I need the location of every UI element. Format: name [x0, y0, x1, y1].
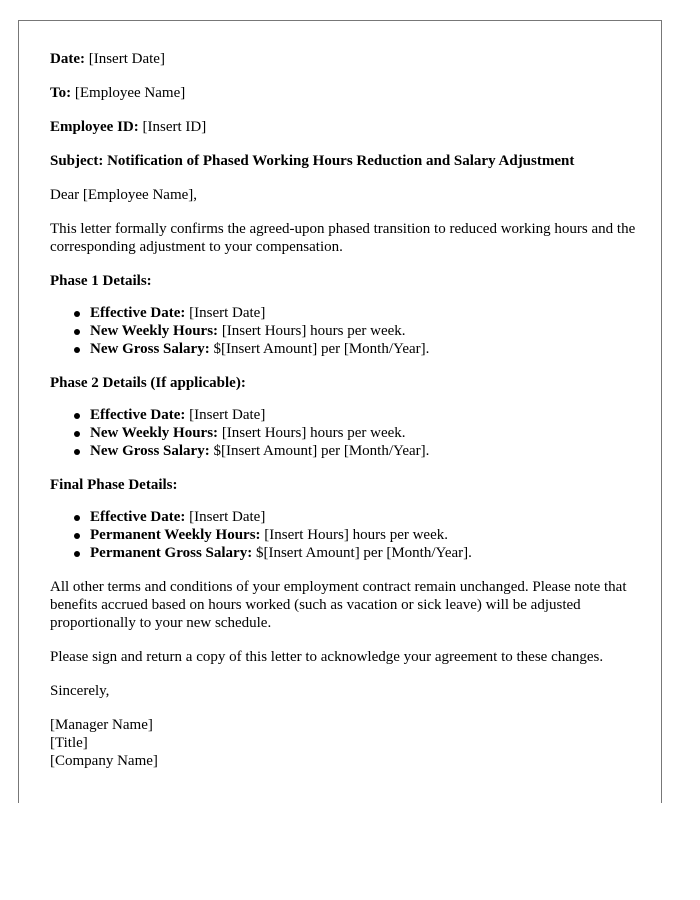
- item-value: [Insert Date]: [185, 305, 266, 321]
- item-value: [Insert Date]: [185, 407, 266, 423]
- item-label: Effective Date:: [90, 509, 186, 525]
- date-label: Date:: [50, 51, 85, 67]
- list-item: [90, 322, 640, 340]
- phase-1-heading: Phase 1 Details:: [50, 273, 152, 289]
- item-value: [Insert Hours] hours per week.: [260, 527, 448, 543]
- employee-id-label: Employee ID:: [50, 119, 139, 135]
- bullet-icon: [74, 551, 80, 557]
- item-label: New Gross Salary:: [90, 341, 210, 357]
- manager-name: [Manager Name]: [50, 717, 153, 733]
- item-label: Effective Date:: [90, 407, 186, 423]
- list-item: [90, 508, 640, 526]
- intro-paragraph: This letter formally confirms the agreed-upon phased transition to reduced working hours and the corresponding adjustment to your compensation.: [50, 221, 636, 255]
- letter-page: [18, 20, 662, 803]
- item-value: [Insert Hours] hours per week.: [218, 323, 406, 339]
- final-phase-list: [50, 508, 640, 562]
- list-item: [90, 406, 640, 424]
- list-item: [90, 442, 640, 460]
- item-label: Permanent Weekly Hours:: [90, 527, 261, 543]
- item-label: New Gross Salary:: [90, 443, 210, 459]
- to-value: [Employee Name]: [71, 85, 186, 101]
- date-line: [50, 50, 640, 68]
- signoff: Sincerely,: [50, 683, 110, 699]
- bullet-icon: [74, 329, 80, 335]
- employee-id-value: [Insert ID]: [138, 119, 207, 135]
- item-value: $[Insert Amount] per [Month/Year].: [252, 545, 472, 561]
- final-phase-heading: Final Phase Details:: [50, 477, 178, 493]
- list-item: [90, 424, 640, 442]
- list-item: [90, 340, 640, 358]
- item-value: [Insert Hours] hours per week.: [218, 425, 406, 441]
- greeting: Dear [Employee Name],: [50, 187, 198, 203]
- item-value: [Insert Date]: [185, 509, 266, 525]
- list-item: [90, 544, 640, 562]
- bullet-icon: [74, 515, 80, 521]
- letter-content: [50, 50, 640, 770]
- bullet-icon: [74, 533, 80, 539]
- list-item: [90, 304, 640, 322]
- bullet-icon: [74, 347, 80, 353]
- item-label: Effective Date:: [90, 305, 186, 321]
- item-value: $[Insert Amount] per [Month/Year].: [209, 341, 430, 357]
- phase-2-heading: Phase 2 Details (If applicable):: [50, 375, 246, 391]
- to-line: [50, 84, 640, 102]
- terms-paragraph: All other terms and conditions of your employment contract remain unchanged. Please note that benefits accrued based on hours worked (such as vacation or sick leave) will be adjusted proportionally to your new schedule.: [50, 579, 627, 631]
- item-value: $[Insert Amount] per [Month/Year].: [209, 443, 430, 459]
- bullet-icon: [74, 449, 80, 455]
- bullet-icon: [74, 431, 80, 437]
- item-label: Permanent Gross Salary:: [90, 545, 253, 561]
- date-value: [Insert Date]: [84, 51, 165, 67]
- company-name: [Company Name]: [50, 753, 158, 769]
- employee-id-line: [50, 118, 640, 136]
- manager-title: [Title]: [50, 735, 88, 751]
- item-label: New Weekly Hours:: [90, 323, 219, 339]
- bullet-icon: [74, 413, 80, 419]
- request-paragraph: Please sign and return a copy of this letter to acknowledge your agreement to these changes.: [50, 649, 604, 665]
- phase-2-list: [50, 406, 640, 460]
- item-label: New Weekly Hours:: [90, 425, 219, 441]
- phase-1-list: [50, 304, 640, 358]
- subject-line: Subject: Notification of Phased Working Hours Reduction and Salary Adjustment: [50, 153, 575, 169]
- to-label: To:: [50, 85, 72, 101]
- list-item: [90, 526, 640, 544]
- bullet-icon: [74, 311, 80, 317]
- signature-block: [50, 716, 640, 770]
